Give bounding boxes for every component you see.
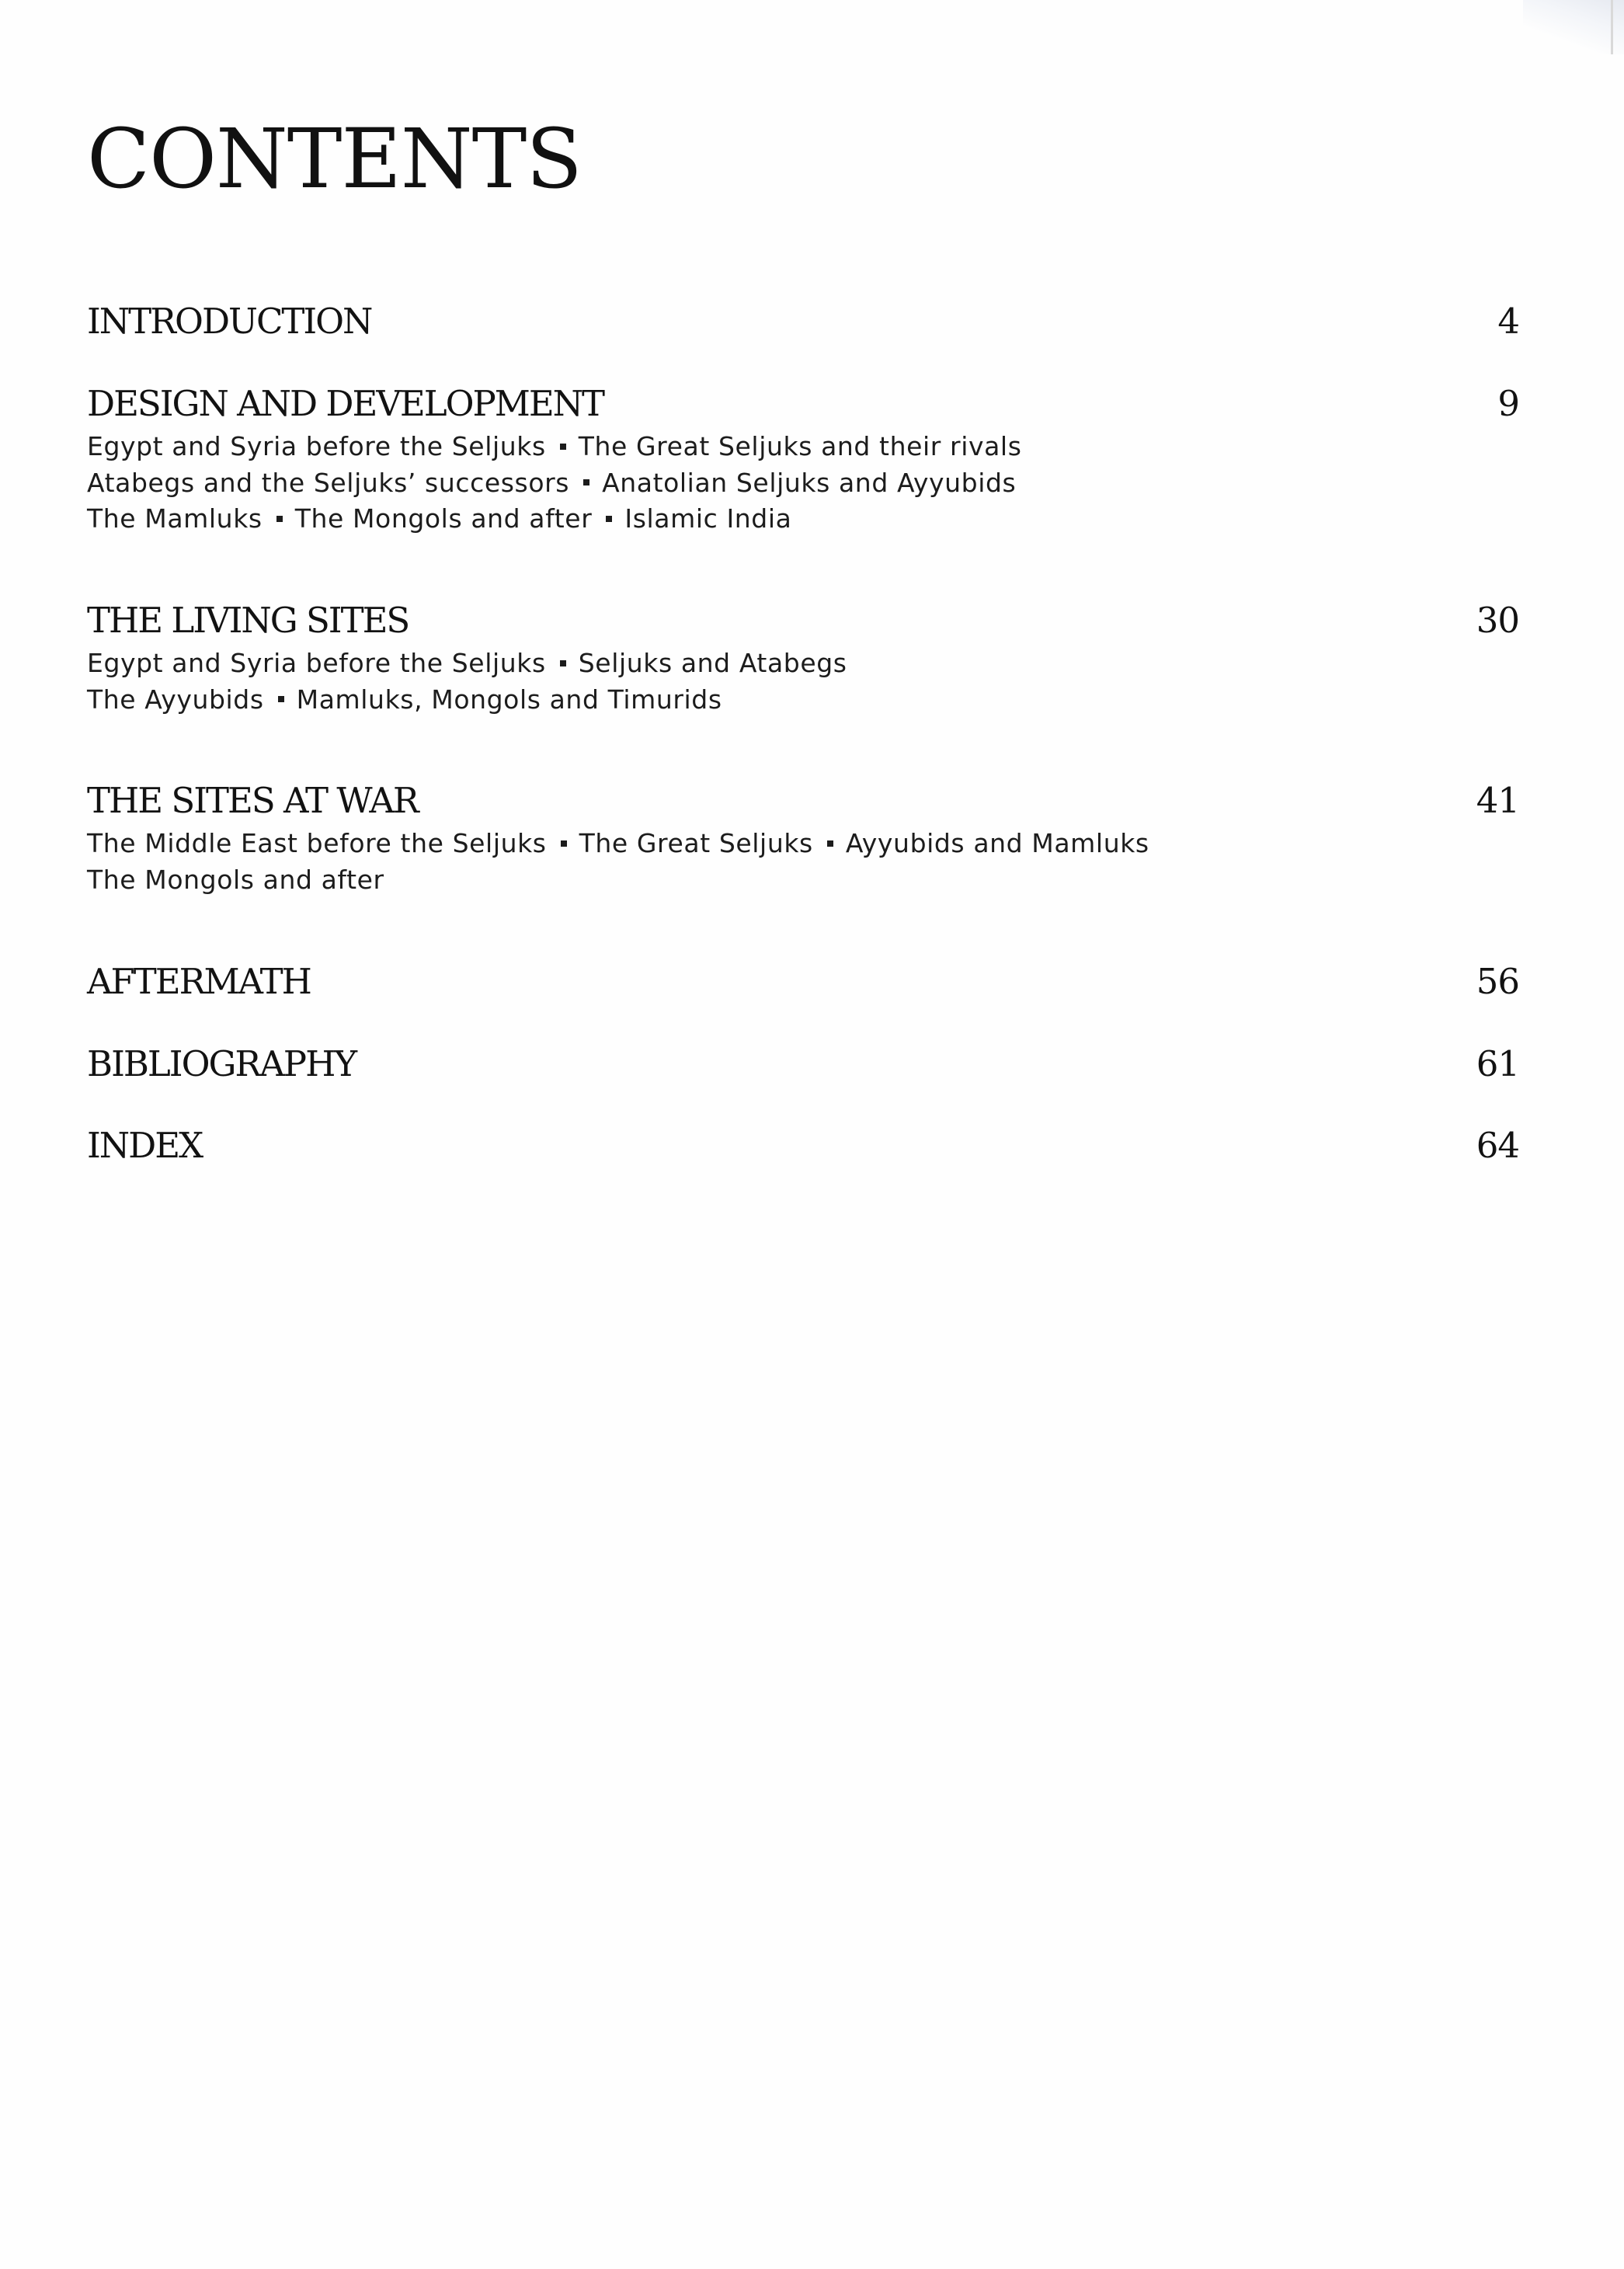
toc-entry-design-and-development xyxy=(87,379,1519,538)
subtopic: The Ayyubids xyxy=(87,684,264,715)
subtopic-line xyxy=(87,862,1519,899)
toc-entry-page-number: 30 xyxy=(1476,600,1519,641)
subtopic-line xyxy=(87,465,1519,502)
subtopic-line xyxy=(87,501,1519,538)
subtopic: The Mongols and after xyxy=(294,503,593,534)
page-title: CONTENTS xyxy=(87,111,582,207)
toc-entry-page-number: 9 xyxy=(1497,383,1519,424)
toc-subtopics xyxy=(87,826,1519,898)
toc-entry-title: INDEX xyxy=(87,1125,203,1166)
bullet-separator-icon xyxy=(276,516,283,522)
toc-entry-title: INTRODUCTION xyxy=(87,301,372,342)
subtopic: Ayyubids and Mamluks xyxy=(845,828,1149,858)
toc-entry-page-number: 41 xyxy=(1476,780,1519,821)
bullet-separator-icon xyxy=(606,516,612,522)
subtopic: Seljuks and Atabegs xyxy=(578,648,847,678)
toc-entry-the-sites-at-war xyxy=(87,776,1519,898)
toc-entry-introduction xyxy=(87,297,1519,346)
toc-entry-page-number: 4 xyxy=(1497,301,1519,342)
toc-entry-page-number: 61 xyxy=(1476,1043,1519,1084)
toc-subtopics xyxy=(87,429,1519,538)
toc-entry-title: DESIGN AND DEVELOPMENT xyxy=(87,383,604,424)
subtopic-line xyxy=(87,429,1519,465)
subtopic: The Great Seljuks and their rivals xyxy=(578,431,1022,461)
subtopic: Egypt and Syria before the Seljuks xyxy=(87,431,546,461)
bullet-separator-icon xyxy=(560,444,566,450)
toc-entry-bibliography xyxy=(87,1039,1519,1089)
subtopic: The Middle East before the Seljuks xyxy=(87,828,547,858)
subtopic: Atabegs and the Seljuks’ successors xyxy=(87,467,570,498)
toc-entry-title: BIBLIOGRAPHY xyxy=(87,1043,356,1084)
page-corner-shadow xyxy=(1523,0,1624,54)
toc-entry-page-number: 64 xyxy=(1476,1125,1519,1166)
subtopic: Anatolian Seljuks and Ayyubids xyxy=(602,467,1017,498)
toc-entry-title: THE LIVING SITES xyxy=(87,600,409,641)
toc-entry-the-living-sites xyxy=(87,596,1519,718)
subtopic: Mamluks, Mongols and Timurids xyxy=(296,684,722,715)
bullet-separator-icon xyxy=(560,660,566,666)
page-edge-line xyxy=(1611,0,1613,54)
bullet-separator-icon xyxy=(561,840,567,847)
subtopic: Islamic India xyxy=(624,503,792,534)
subtopic-line xyxy=(87,646,1519,682)
toc-entry-aftermath xyxy=(87,957,1519,1007)
bullet-separator-icon xyxy=(583,479,589,485)
bullet-separator-icon xyxy=(278,696,284,702)
toc-entry-title: THE SITES AT WAR xyxy=(87,780,418,821)
subtopic-line xyxy=(87,682,1519,719)
toc-entry-title: AFTERMATH xyxy=(87,961,311,1002)
subtopic: The Great Seljuks xyxy=(579,828,813,858)
toc-subtopics xyxy=(87,646,1519,718)
subtopic: Egypt and Syria before the Seljuks xyxy=(87,648,546,678)
toc-entry-index xyxy=(87,1121,1519,1171)
subtopic-line xyxy=(87,826,1519,862)
subtopic: The Mongols and after xyxy=(87,864,384,895)
toc-entry-page-number: 56 xyxy=(1476,961,1519,1002)
bullet-separator-icon xyxy=(827,840,833,847)
subtopic: The Mamluks xyxy=(87,503,263,534)
